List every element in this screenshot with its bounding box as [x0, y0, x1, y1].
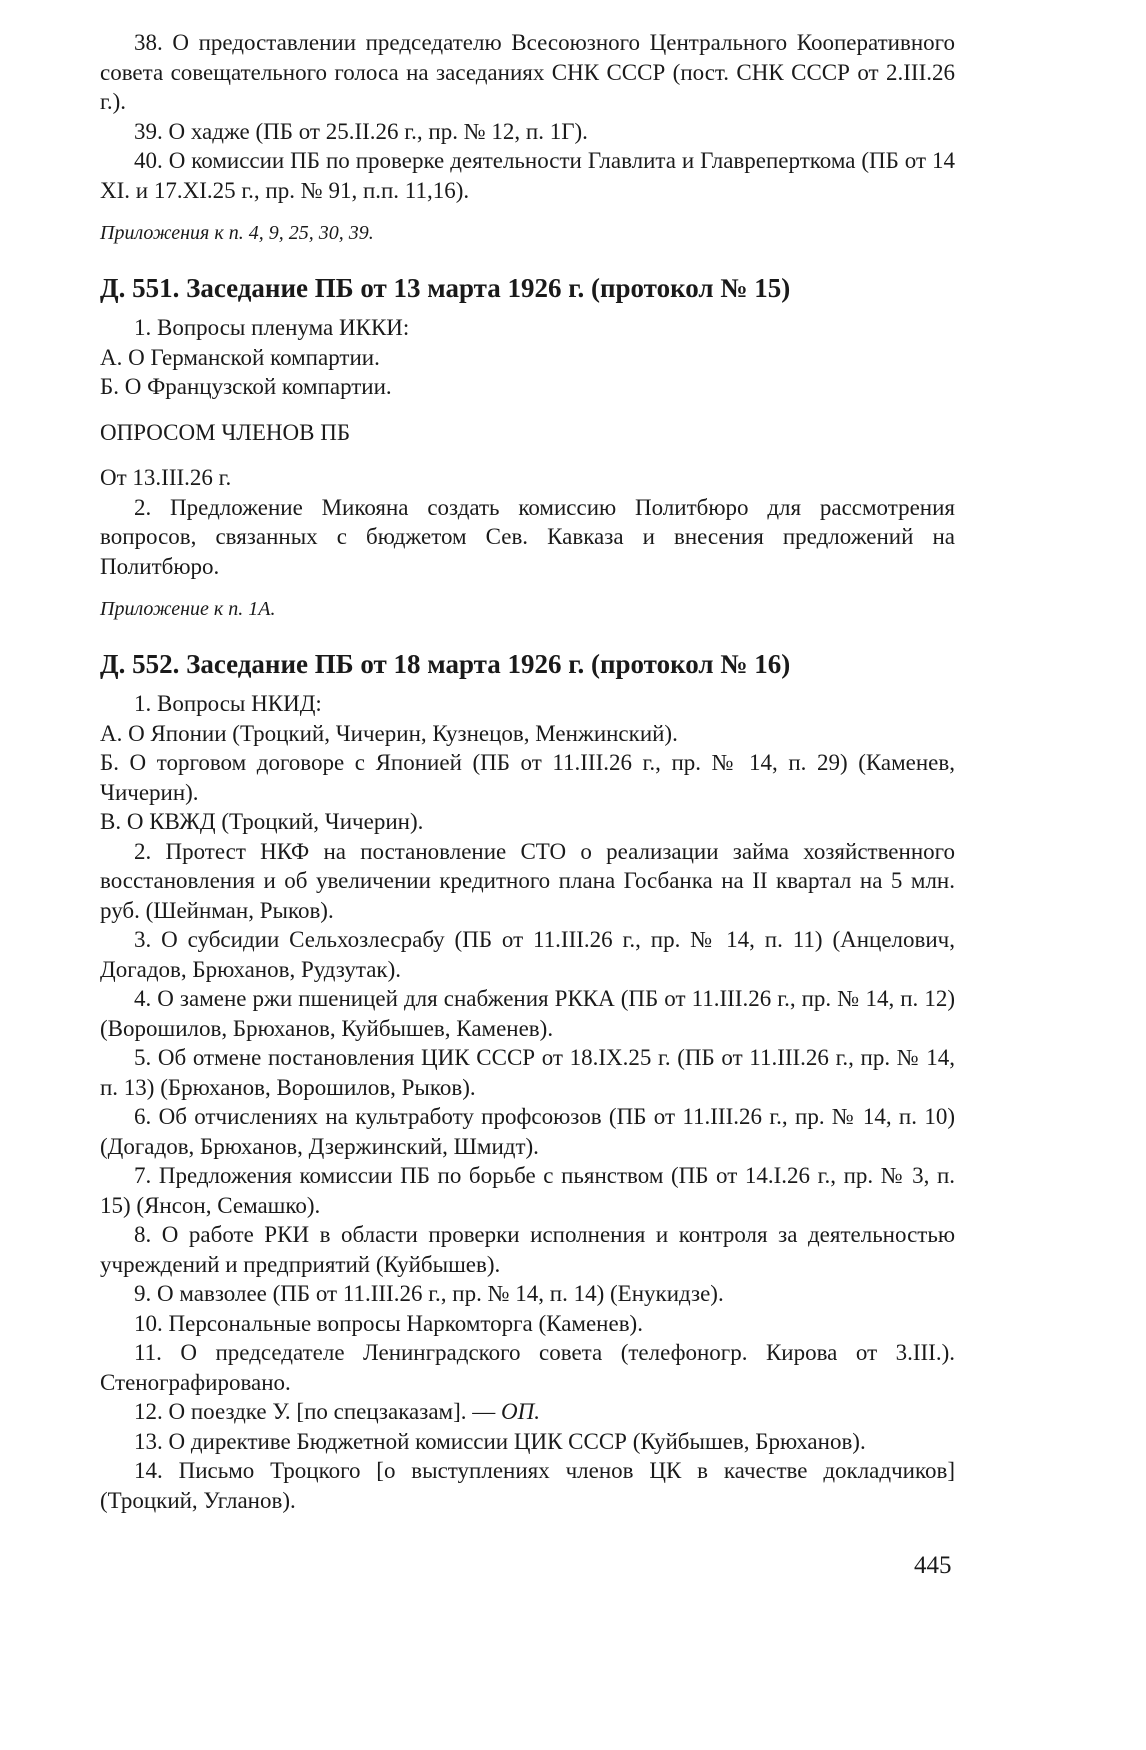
- d552-item-14: 14. Письмо Троцкого [о выступлениях членов ЦК в качестве докладчиков] (Троцкий, Угланов).: [100, 1458, 955, 1513]
- section-heading-552: Д. 552. Заседание ПБ от 18 марта 1926 г. (протокол № 16): [100, 649, 791, 679]
- d552-item-9: 9. О мавзолее (ПБ от 11.III.26 г., пр. № 14, п. 14) (Енукидзе).: [134, 1281, 724, 1306]
- poll-label: ОПРОСОМ ЧЛЕНОВ ПБ: [100, 419, 351, 445]
- d552-item-1: 1. Вопросы НКИД:: [134, 691, 322, 716]
- d552-item-4: 4. О замене ржи пшеницей для снабжения РККА (ПБ от 11.III.26 г., пр. № 14, п. 12) (Ворошилов, Брюханов, Куйбышев, Каменев).: [100, 986, 955, 1041]
- d551-item-1a: А. О Германской компартии.: [100, 344, 380, 370]
- appendix-note: Приложение к п. 1А.: [100, 598, 276, 620]
- section-heading-551: Д. 551. Заседание ПБ от 13 марта 1926 г. (протокол № 15): [100, 273, 791, 303]
- item-38: 38. О предоставлении председателю Всесоюзного Центрального Кооперативного совета совещательного голоса на заседаниях СНК СССР (пост. СНК СССР от 2.III.26 г.).: [100, 30, 955, 114]
- d552-item-7: 7. Предложения комиссии ПБ по борьбе с пьянством (ПБ от 14.I.26 г., пр. № 3, п. 15) (Янсон, Семашко).: [100, 1163, 955, 1218]
- d552-item-6: 6. Об отчислениях на культработу профсоюзов (ПБ от 11.III.26 г., пр. № 14, п. 10) (Догадов, Брюханов, Дзержинский, Шмидт).: [100, 1104, 955, 1159]
- d552-item-5: 5. Об отмене постановления ЦИК СССР от 18.IX.25 г. (ПБ от 11.III.26 г., пр. № 14, п. 13) (Брюханов, Ворошилов, Рыков).: [100, 1045, 955, 1100]
- d552-item-2: 2. Протест НКФ на постановление СТО о реализации займа хозяйственного восстановления и об увеличении кредитного плана Госбанка на II квартал на 5 млн. руб. (Шейнман, Рыков).: [100, 838, 955, 923]
- item-40: 40. О комиссии ПБ по проверке деятельности Главлита и Главреперткома (ПБ от 14 XI. и 17.XI.25 г., пр. № 91, п.п. 11,16).: [100, 148, 955, 203]
- poll-date: От 13.III.26 г.: [100, 465, 232, 490]
- d552-item-1b: Б. О торговом договоре с Японией (ПБ от 11.III.26 г., пр. № 14, п. 29) (Каменев, Чичерин).: [100, 750, 955, 805]
- d552-item-12: [100, 1397, 955, 1427]
- d551-item-1b: Б. О Французской компартии.: [100, 374, 392, 399]
- d552-item-3: 3. О субсидии Сельхозлесрабу (ПБ от 11.III.26 г., пр. № 14, п. 11) (Анцелович, Догадов, Брюханов, Рудзутак).: [100, 927, 955, 982]
- d552-item-10: 10. Персональные вопросы Наркомторга (Каменев).: [134, 1310, 643, 1336]
- d552-item-12-text: 12. О поездке У. [по спецзаказам]. —: [134, 1399, 496, 1424]
- appendix-note: Приложения к п. 4, 9, 25, 30, 39.: [100, 222, 374, 244]
- d551-item-2: 2. Предложение Микояна создать комиссию Политбюро для рассмотрения вопросов, связанных с бюджетом Сев. Кавказа и внесения предложений на Политбюро.: [100, 494, 955, 579]
- d552-item-11: 11. О председателе Ленинградского совета (телефоногр. Кирова от 3.III.). Стенографировано.: [100, 1340, 955, 1395]
- page-number: 445: [914, 1552, 952, 1579]
- d552-item-12-tag: ОП.: [501, 1399, 541, 1424]
- d551-item-1: 1. Вопросы пленума ИККИ:: [134, 315, 410, 340]
- d552-item-1a: А. О Японии (Троцкий, Чичерин, Кузнецов, Менжинский).: [100, 720, 678, 746]
- page-body: [100, 28, 955, 1515]
- d552-item-13: 13. О директиве Бюджетной комиссии ЦИК СССР (Куйбышев, Брюханов).: [134, 1428, 866, 1454]
- item-39: 39. О хадже (ПБ от 25.II.26 г., пр. № 12, п. 1Г).: [134, 118, 588, 144]
- d552-item-8: 8. О работе РКИ в области проверки исполнения и контроля за деятельностью учреждений и предприятий (Куйбышев).: [100, 1222, 955, 1277]
- d552-item-1v: В. О КВЖД (Троцкий, Чичерин).: [100, 809, 424, 834]
